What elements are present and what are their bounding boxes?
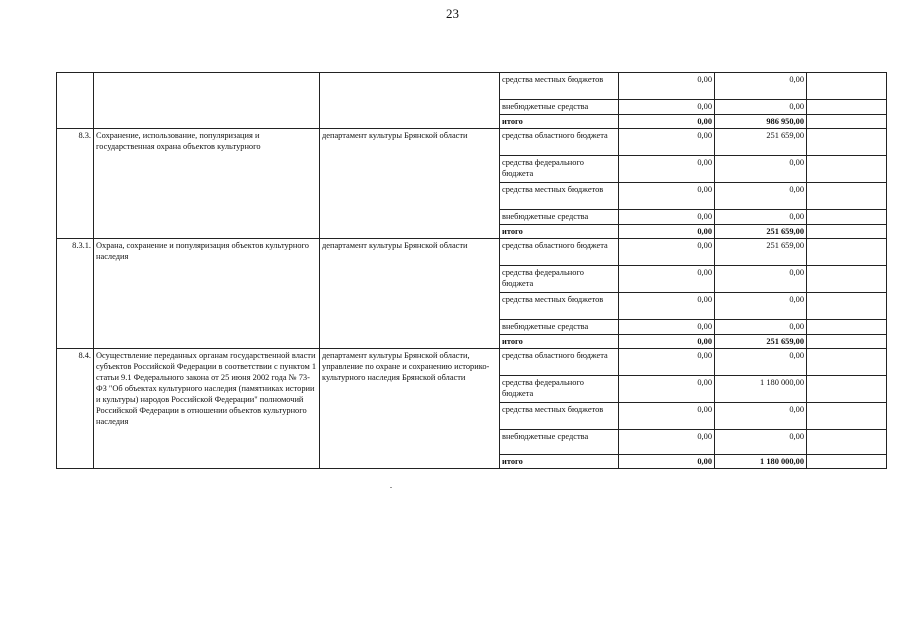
amount-cell: 1 180 000,00 <box>715 455 807 469</box>
amount-cell: 0,00 <box>619 335 715 349</box>
empty-cell <box>807 320 887 335</box>
empty-cell <box>807 129 887 156</box>
amount-cell: 0,00 <box>715 403 807 430</box>
amount-cell: 251 659,00 <box>715 239 807 266</box>
amount-cell: 0,00 <box>619 156 715 183</box>
empty-cell <box>807 266 887 293</box>
amount-cell: 0,00 <box>619 225 715 239</box>
item-number: 8.3.1. <box>57 239 94 349</box>
amount-cell: 986 950,00 <box>715 115 807 129</box>
table-row <box>57 349 887 376</box>
total-label: итого <box>500 225 619 239</box>
empty-cell <box>807 156 887 183</box>
item-number: 8.4. <box>57 349 94 469</box>
total-label: итого <box>500 335 619 349</box>
empty-cell <box>807 403 887 430</box>
amount-cell: 0,00 <box>619 266 715 293</box>
amount-cell: 251 659,00 <box>715 225 807 239</box>
scan-speck <box>390 487 392 488</box>
amount-cell: 0,00 <box>619 349 715 376</box>
empty-cell <box>807 210 887 225</box>
item-number <box>57 73 94 129</box>
funding-source: средства федерального бюджета <box>500 156 619 183</box>
funding-source: средства местных бюджетов <box>500 293 619 320</box>
budget-table <box>56 72 887 469</box>
item-executor: департамент культуры Брянской области <box>320 129 500 239</box>
funding-source: средства федерального бюджета <box>500 376 619 403</box>
total-label: итого <box>500 455 619 469</box>
item-name <box>94 73 320 129</box>
funding-source: средства федерального бюджета <box>500 266 619 293</box>
amount-cell: 0,00 <box>619 129 715 156</box>
amount-cell: 0,00 <box>619 100 715 115</box>
amount-cell: 0,00 <box>619 430 715 455</box>
funding-source: внебюджетные средства <box>500 320 619 335</box>
amount-cell: 0,00 <box>715 430 807 455</box>
amount-cell: 0,00 <box>715 210 807 225</box>
empty-cell <box>807 115 887 129</box>
amount-cell: 0,00 <box>715 266 807 293</box>
empty-cell <box>807 455 887 469</box>
item-name: Сохранение, использование, популяризация и государственная охрана объектов культурного <box>94 129 320 239</box>
amount-cell: 0,00 <box>715 100 807 115</box>
item-executor: департамент культуры Брянской области <box>320 239 500 349</box>
amount-cell: 0,00 <box>715 183 807 210</box>
amount-cell: 0,00 <box>619 403 715 430</box>
item-name: Осуществление переданных органам государственной власти субъектов Российской Федерации в соответствии с пунктом 1 статьи 9.1 Федерального закона от 25 июня 2002 года № 73-ФЗ "Об объектах культурного наследия (памятниках истории и культуры) народов Российской Федерации" полномочий Российской Федерации в отношении объектов культурного наследия <box>94 349 320 469</box>
amount-cell: 0,00 <box>619 183 715 210</box>
amount-cell: 0,00 <box>715 73 807 100</box>
amount-cell: 0,00 <box>715 156 807 183</box>
amount-cell: 0,00 <box>619 320 715 335</box>
funding-source: внебюджетные средства <box>500 100 619 115</box>
funding-source: средства областного бюджета <box>500 349 619 376</box>
empty-cell <box>807 376 887 403</box>
empty-cell <box>807 430 887 455</box>
funding-source: средства местных бюджетов <box>500 403 619 430</box>
funding-source: средства областного бюджета <box>500 239 619 266</box>
empty-cell <box>807 293 887 320</box>
item-executor <box>320 73 500 129</box>
funding-source: внебюджетные средства <box>500 210 619 225</box>
total-label: итого <box>500 115 619 129</box>
amount-cell: 0,00 <box>619 73 715 100</box>
amount-cell: 0,00 <box>619 376 715 403</box>
amount-cell: 1 180 000,00 <box>715 376 807 403</box>
funding-source: средства местных бюджетов <box>500 73 619 100</box>
page-number: 23 <box>446 6 459 21</box>
amount-cell: 0,00 <box>715 293 807 320</box>
empty-cell <box>807 73 887 100</box>
empty-cell <box>807 335 887 349</box>
amount-cell: 0,00 <box>715 320 807 335</box>
empty-cell <box>807 349 887 376</box>
amount-cell: 0,00 <box>619 239 715 266</box>
amount-cell: 251 659,00 <box>715 335 807 349</box>
table-body <box>57 73 887 469</box>
amount-cell: 0,00 <box>619 293 715 320</box>
amount-cell: 0,00 <box>619 115 715 129</box>
amount-cell: 251 659,00 <box>715 129 807 156</box>
item-number: 8.3. <box>57 129 94 239</box>
empty-cell <box>807 183 887 210</box>
empty-cell <box>807 225 887 239</box>
empty-cell <box>807 100 887 115</box>
item-name: Охрана, сохранение и популяризация объектов культурного наследия <box>94 239 320 349</box>
amount-cell: 0,00 <box>715 349 807 376</box>
funding-source: средства областного бюджета <box>500 129 619 156</box>
funding-source: средства местных бюджетов <box>500 183 619 210</box>
table-row <box>57 239 887 266</box>
empty-cell <box>807 239 887 266</box>
funding-source: внебюджетные средства <box>500 430 619 455</box>
item-executor: департамент культуры Брянской области, управление по охране и сохранению историко-культурного наследия Брянской области <box>320 349 500 469</box>
table-row <box>57 129 887 156</box>
amount-cell: 0,00 <box>619 455 715 469</box>
table-row <box>57 73 887 100</box>
amount-cell: 0,00 <box>619 210 715 225</box>
